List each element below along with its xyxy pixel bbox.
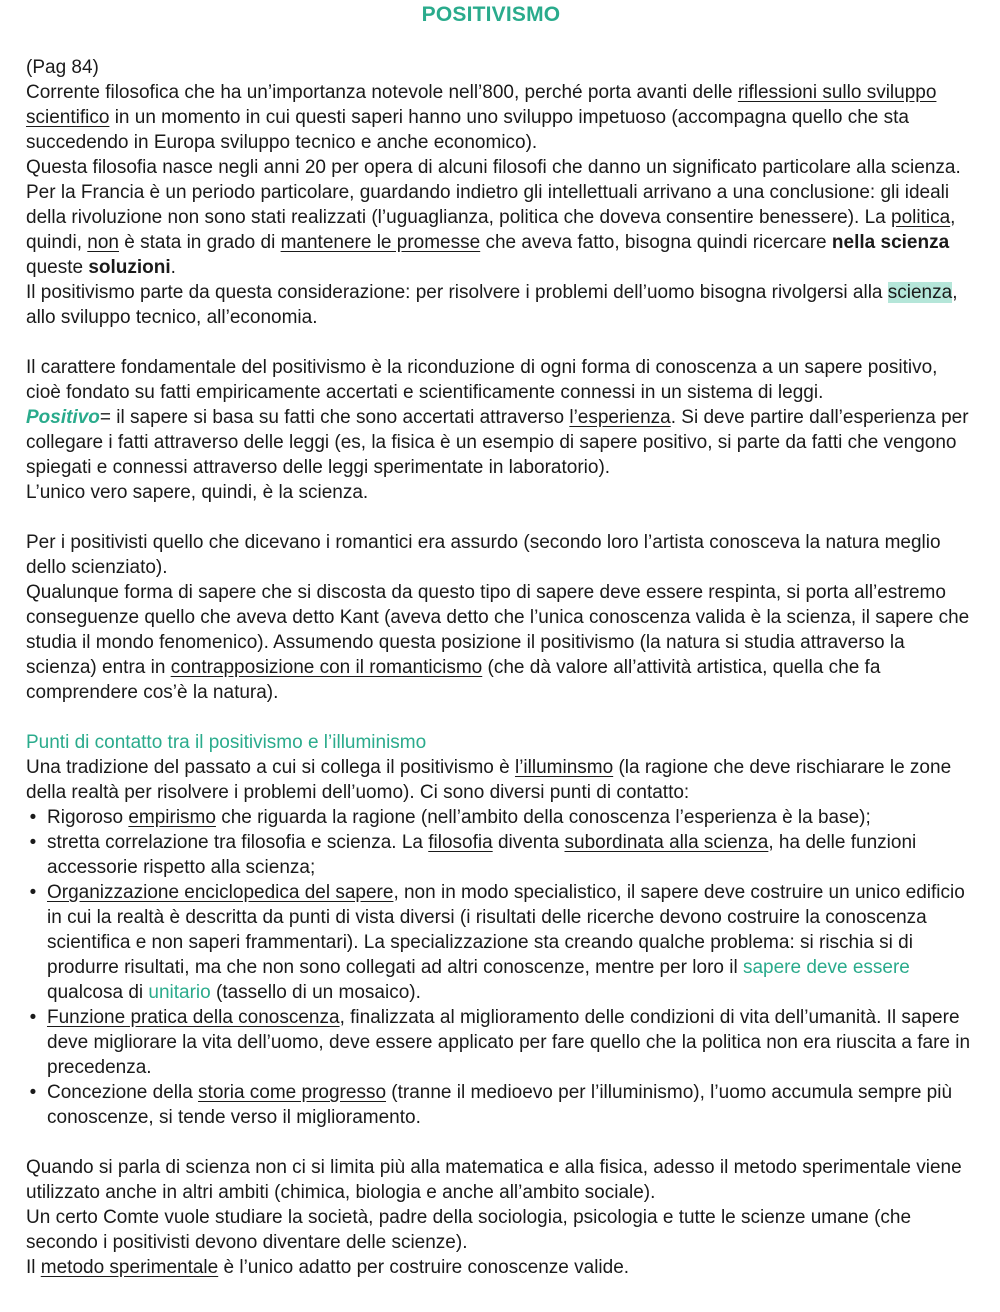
spacer [26,330,974,355]
highlighted-text: scienza [887,282,953,303]
list-item: • Organizzazione enciclopedica del sapere, non in modo specialistico, il sapere deve costruire un unico edificio in cui la realtà è descritta da punti di vista diversi (i risultati delle ricerche devono costruire la conoscenza scientifica e non saperi frammentari). La specializzazione sta creando qualche problema: si rischia si di produrre risultati, ma che non sono collegati ad altri conoscenze, mentre per loro il sapere deve essere qualcosa di unitario (tassello di un mosaico). [26,880,974,1005]
underlined-text: l’esperienza [569,407,671,428]
underlined-text: contrapposizione con il romanticismo [170,657,483,678]
underlined-text: storia come progresso [198,1082,387,1103]
bullet-icon: • [29,832,37,853]
paragraph-only-knowledge: L’unico vero sapere, quindi, è la scienza. [26,482,369,503]
underlined-text: Organizzazione enciclopedica del sapere [47,882,394,903]
list-item: • Concezione della storia come progresso (tranne il medioevo per l’illuminismo), l’uomo accumula sempre più conoscenze, si tende verso il miglioramento. [26,1080,974,1130]
paragraph-origin: Questa filosofia nasce negli anni 20 per opera di alcuni filosofi che danno un significato particolare alla scienza. Per la Francia è un periodo particolare, guardando indietro gli intellettuali arrivano a una conclusione: gli ideali della rivoluzione non sono stati realizzati (l’uguaglianza, politica che doveva consentire benessere). La politica, quindi, non è stata in grado di mantenere le promesse che aveva fatto, bisogna quindi ricercare nella scienza queste soluzioni. [26,157,961,278]
underlined-text: mantenere le promesse [280,232,481,253]
bullet-icon: • [29,1007,37,1028]
bullet-icon: • [29,882,37,903]
underlined-text: politica [891,207,951,228]
colored-text: sapere deve essere [742,957,910,978]
paragraph-romantics: Per i positivisti quello che dicevano i romantici era assurdo (secondo loro l’artista conosceva la natura meglio dello scienziato). [26,532,941,578]
bullet-icon: • [29,1082,37,1103]
underlined-text: empirismo [128,807,216,828]
keyword-positivo: Positivo [26,407,100,428]
bold-text: soluzioni [88,257,171,278]
underlined-text: metodo sperimentale [40,1257,219,1278]
paragraph-positive-definition: Positivo= il sapere si basa su fatti che sono accertati attraverso l’esperienza. Si deve partire dall’esperienza per collegare i fatti attraverso delle leggi (es, la fisica è un esempio di sapere positivo, si parte da fatti che vengono spiegati e connessi attraverso delle leggi sperimentate in laboratorio). [26,407,969,478]
underlined-text: non [87,232,119,253]
list-item: • Funzione pratica della conoscenza, finalizzata al miglioramento delle condizioni di vita dell’umanità. Il sapere deve migliorare la vita dell’uomo, deve essere applicato per fare quello che la politica non era riuscita a fare in precedenza. [26,1005,974,1080]
paragraph-enlightenment: Una tradizione del passato a cui si collega il positivismo è l’illuminsmo (la ragione che deve rischiarare le zone della realtà per risolvere i problemi dell’uomo). Ci sono diversi punti di contatto: [26,757,952,803]
spacer [26,505,974,530]
list-item: • stretta correlazione tra filosofia e scienza. La filosofia diventa subordinata alla scienza, ha delle funzioni accessorie rispetto alla scienza; [26,830,974,880]
page-title: POSITIVISMO [421,3,561,26]
colored-text: unitario [148,982,211,1003]
underlined-text: riflessioni sullo sviluppo scientifico [26,82,937,128]
paragraph-method: Il metodo sperimentale è l’unico adatto per costruire conoscenze valide. [26,1257,630,1278]
list-item: • Rigoroso empirismo che riguarda la ragione (nell’ambito della conoscenza l’esperienza è la base); [26,805,974,830]
paragraph-comte: Un certo Comte vuole studiare la società, padre della sociologia, psicologia e tutte le scienze umane (che secondo i positivisti devono diventare delle scienze). [26,1207,912,1253]
paragraph-fundamental: Il carattere fondamentale del positivismo è la riconduzione di ogni forma di conoscenza a un sapere positivo, cioè fondato su fatti empiricamente accertati e scientificamente connessi in un sistema di leggi. [26,357,938,403]
contact-points-list [26,805,974,1130]
bold-text: nella scienza [831,232,950,253]
spacer [26,705,974,730]
document-body [26,55,974,1280]
underlined-text: filosofia [428,832,493,853]
paragraph-kant: Qualunque forma di sapere che si discosta da questo tipo di sapere deve essere respinta, si porta all’estremo conseguenze quello che aveva detto Kant (aveva detto che l’unica conoscenza valida è la scienza, il sapere che studia il mondo fenomenico). Assumendo questa posizione il positivismo (la natura si studia attraverso la scienza) entra in contrapposizione con il romanticismo (che dà valore all’attività artistica, quella che fa comprendere cos’è la natura). [26,582,970,703]
underlined-text: Funzione pratica della conoscenza [47,1007,340,1028]
page-reference: (Pag 84) [26,57,99,78]
section-heading: Punti di contatto tra il positivismo e l’illuminismo [26,732,427,753]
underlined-text: l’illuminsmo [514,757,614,778]
paragraph-intro: Corrente filosofica che ha un’importanza notevole nell’800, perché porta avanti delle riflessioni sullo sviluppo scientifico in un momento in cui questi saperi hanno uno sviluppo impetuoso (accompagna quello che sta succedendo in Europa sviluppo tecnico e anche economico). [26,82,937,153]
paragraph-consideration: Il positivismo parte da questa considerazione: per risolvere i problemi dell’uomo bisogna rivolgersi alla scienza, allo sviluppo tecnico, all’economia. [26,282,958,328]
bullet-icon: • [29,807,37,828]
underlined-text: subordinata alla scienza [564,832,769,853]
spacer [26,1130,974,1155]
paragraph-science-scope: Quando si parla di scienza non ci si limita più alla matematica e alla fisica, adesso il metodo sperimentale viene utilizzato anche in altri ambiti (chimica, biologia e anche all’ambito sociale). [26,1157,962,1203]
